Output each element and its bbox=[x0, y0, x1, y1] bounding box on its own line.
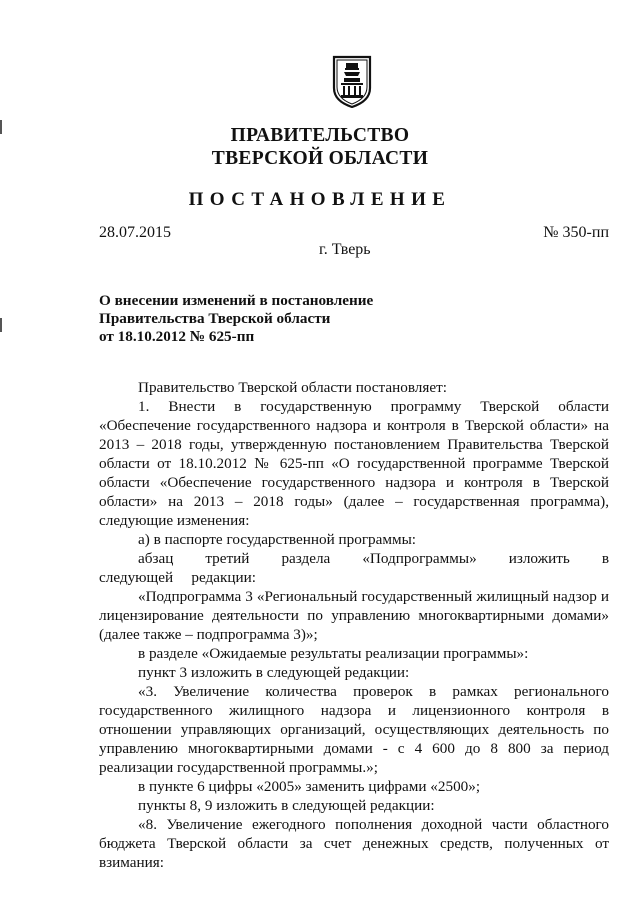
org-name-line2: ТВЕРСКОЙ ОБЛАСТИ bbox=[211, 148, 429, 169]
paragraph-point-3-text: «3. Увеличение количества проверок в рамках регионального государственного жилищного надзора и лицензионного контроля в отношении управляющих организаций, осуществляющих деятельность по управлению многоквартирными домами - с 4 600 до 8 800 за период реализации государственной программы.»; bbox=[99, 683, 609, 776]
document-type: ПОСТАНОВЛЕНИЕ bbox=[188, 189, 452, 210]
paragraph-subprograms: абзац третий раздела «Подпрограммы» изложить в следующей редакции: bbox=[99, 550, 609, 586]
org-name-line1: ПРАВИТЕЛЬСТВО bbox=[230, 125, 410, 146]
scan-edge-mark bbox=[0, 318, 2, 332]
scan-edge-mark bbox=[0, 120, 2, 134]
paragraph-points-8-9: пункты 8, 9 изложить в следующей редакции: bbox=[138, 797, 435, 814]
document-city: г. Тверь bbox=[319, 241, 371, 258]
document-number: № 350-пп bbox=[543, 224, 609, 241]
document-subject bbox=[99, 292, 373, 346]
paragraph-expected-results: в разделе «Ожидаемые результаты реализации программы»: bbox=[138, 645, 529, 662]
paragraph-passport: а) в паспорте государственной программы: bbox=[138, 531, 417, 548]
subject-line2: Правительства Тверской области bbox=[99, 310, 331, 327]
paragraph-point-6: в пункте 6 цифры «2005» заменить цифрами «2500»; bbox=[138, 778, 481, 795]
subject-line3: от 18.10.2012 № 625-пп bbox=[99, 328, 255, 345]
subject-line1: О внесении изменений в постановление bbox=[99, 292, 374, 309]
document-body bbox=[99, 378, 609, 872]
paragraph-point-8-text: «8. Увеличение ежегодного пополнения доходной части областного бюджета Тверской области за счет денежных средств, полученных от взимания: bbox=[99, 816, 609, 871]
paragraph-item-1: 1. Внести в государственную программу Тверской области «Обеспечение государственного надзора и контроля в Тверской области» на 2013 – 2018 годы, утвержденную постановлением Правительства Тверской области от 18.10.2012 № 625-пп «О государственной программе Тверской области «Обеспечение государственного надзора и контроля в Тверской области» на 2013 – 2018 годы» (далее – государственная программа), следующие изменения: bbox=[99, 398, 609, 529]
document-date: 28.07.2015 bbox=[99, 224, 171, 241]
paragraph-point-3: пункт 3 изложить в следующей редакции: bbox=[138, 664, 410, 681]
paragraph-subprogram-3: «Подпрограмма 3 «Региональный государственный жилищный надзор и лицензирование деятельности по управлению многоквартирными домами» (далее также – подпрограмма 3)»; bbox=[99, 588, 609, 643]
coat-of-arms-icon bbox=[331, 54, 373, 108]
paragraph-preamble: Правительство Тверской области постановляет: bbox=[138, 379, 447, 396]
